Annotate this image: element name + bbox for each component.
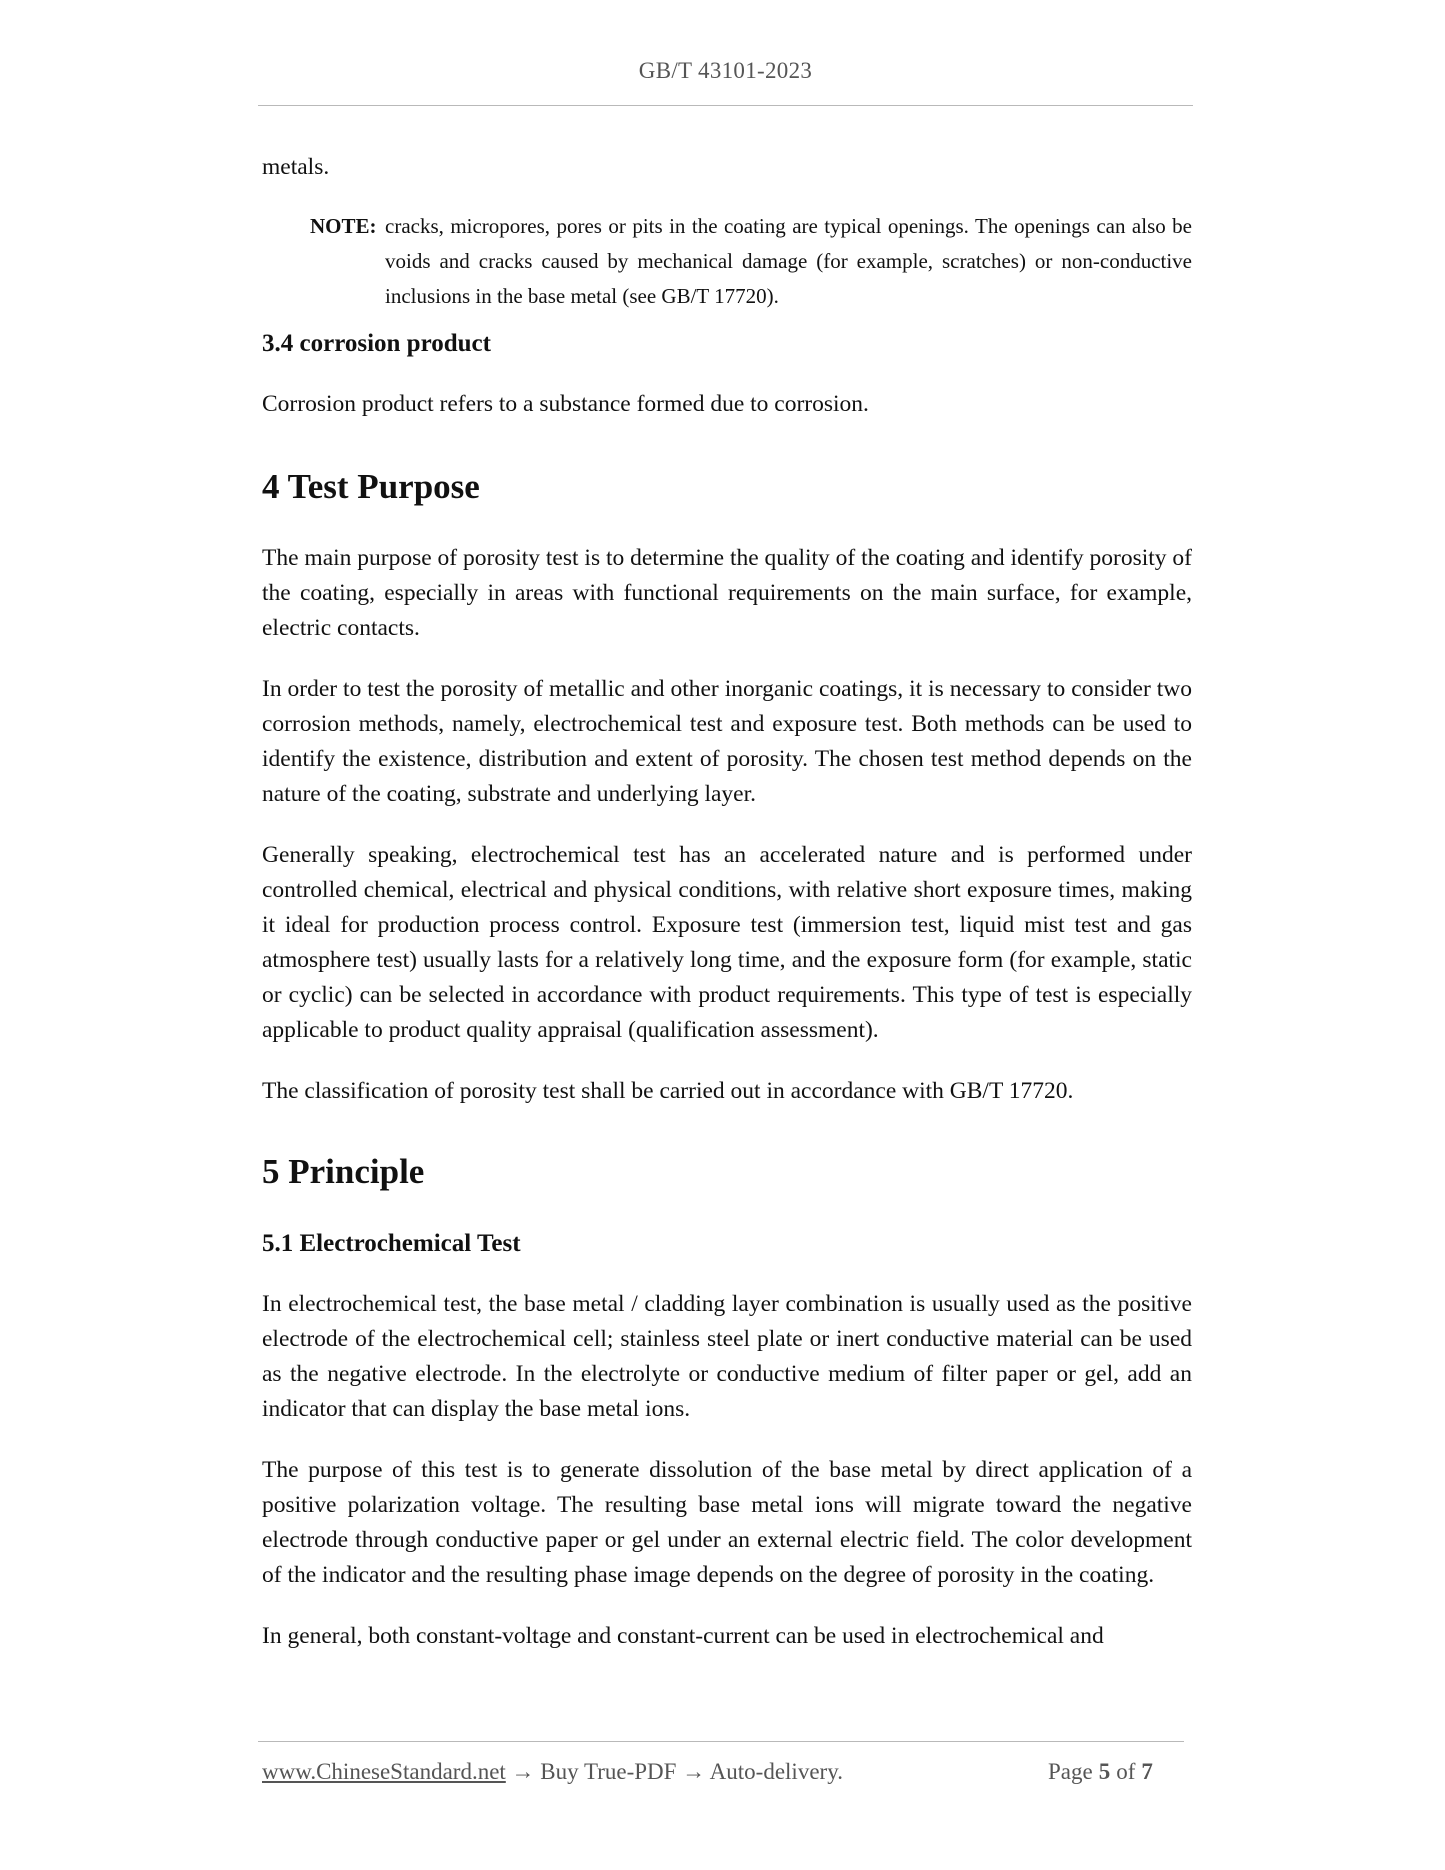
auto-delivery-text: Auto-delivery.: [709, 1759, 843, 1784]
paragraph: Corrosion product refers to a substance formed due to corrosion.: [262, 391, 869, 417]
header-divider: [258, 105, 1193, 106]
footer-promo: [262, 1759, 843, 1785]
arrow-right-icon: →: [682, 1759, 706, 1784]
paragraph: The main purpose of porosity test is to determine the quality of the coating and identify porosity of the coating, especially in areas with functional requirements on the main surface, for example, electric contacts.: [262, 545, 1193, 641]
page-content: [262, 150, 1192, 1680]
paragraph: In electrochemical test, the base metal / cladding layer combination is usually used as the positive electrode of the electrochemical cell; stainless steel plate or inert conductive material can be used as the negative electrode. In the electrolyte or conductive medium of filter paper or gel, add an indicator that can display the base metal ions.: [262, 1291, 1192, 1422]
paragraph: In general, both constant-voltage and constant-current can be used in electrochemical and: [262, 1623, 1104, 1649]
document-header: GB/T 43101-2023: [638, 58, 813, 83]
paragraph: The classification of porosity test shall be carried out in accordance with GB/T 17720.: [262, 1078, 1074, 1104]
website-link[interactable]: www.ChineseStandard.net: [262, 1759, 506, 1784]
buy-true-pdf-text: Buy True-PDF: [540, 1759, 677, 1784]
page-label: Page: [1048, 1759, 1093, 1784]
section-heading-5: 5 Principle: [262, 1152, 425, 1191]
section-heading-5-1: 5.1 Electrochemical Test: [262, 1230, 521, 1257]
of-label: of: [1116, 1759, 1136, 1784]
section-heading-4: 4 Test Purpose: [262, 467, 480, 506]
paragraph: In order to test the porosity of metallic and other inorganic coatings, it is necessary to consider two corrosion methods, namely, electrochemical test and exposure test. Both methods can be used to identify the existence, distribution and extent of porosity. The chosen test method depends on the nature of the coating, substrate and underlying layer.: [262, 676, 1192, 807]
arrow-right-icon: →: [511, 1759, 535, 1784]
paragraph: metals.: [262, 154, 330, 180]
page-number: [1048, 1759, 1159, 1785]
paragraph: Generally speaking, electrochemical test has an accelerated nature and is performed under controlled chemical, electrical and physical conditions, with relative short exposure times, making it ideal for production process control. Exposure test (immersion test, liquid mist test and gas atmosphere test) usually lasts for a relatively long time, and the exposure form (for example, static or cyclic) can be selected in accordance with product requirements. This type of test is especially applicable to product quality appraisal (qualification assessment).: [262, 842, 1192, 1043]
page-current: 5: [1098, 1759, 1111, 1784]
note-text: cracks, micropores, pores or pits in the coating are typical openings. The openings can also be voids and cracks caused by mechanical damage (for example, scratches) or non-conductive inclusions in the base metal (see GB/T 17720).: [385, 214, 1192, 308]
paragraph: The purpose of this test is to generate dissolution of the base metal by direct application of a positive polarization voltage. The resulting base metal ions will migrate toward the negative electrode through conductive paper or gel under an external electric field. The color development of the indicator and the resulting phase image depends on the degree of porosity in the coating.: [262, 1457, 1192, 1588]
note-label: NOTE:: [310, 214, 377, 238]
note-block: [310, 209, 1192, 314]
section-heading-3-4: 3.4 corrosion product: [262, 330, 491, 357]
footer-divider: [258, 1741, 1184, 1742]
page-total: 7: [1141, 1759, 1153, 1784]
